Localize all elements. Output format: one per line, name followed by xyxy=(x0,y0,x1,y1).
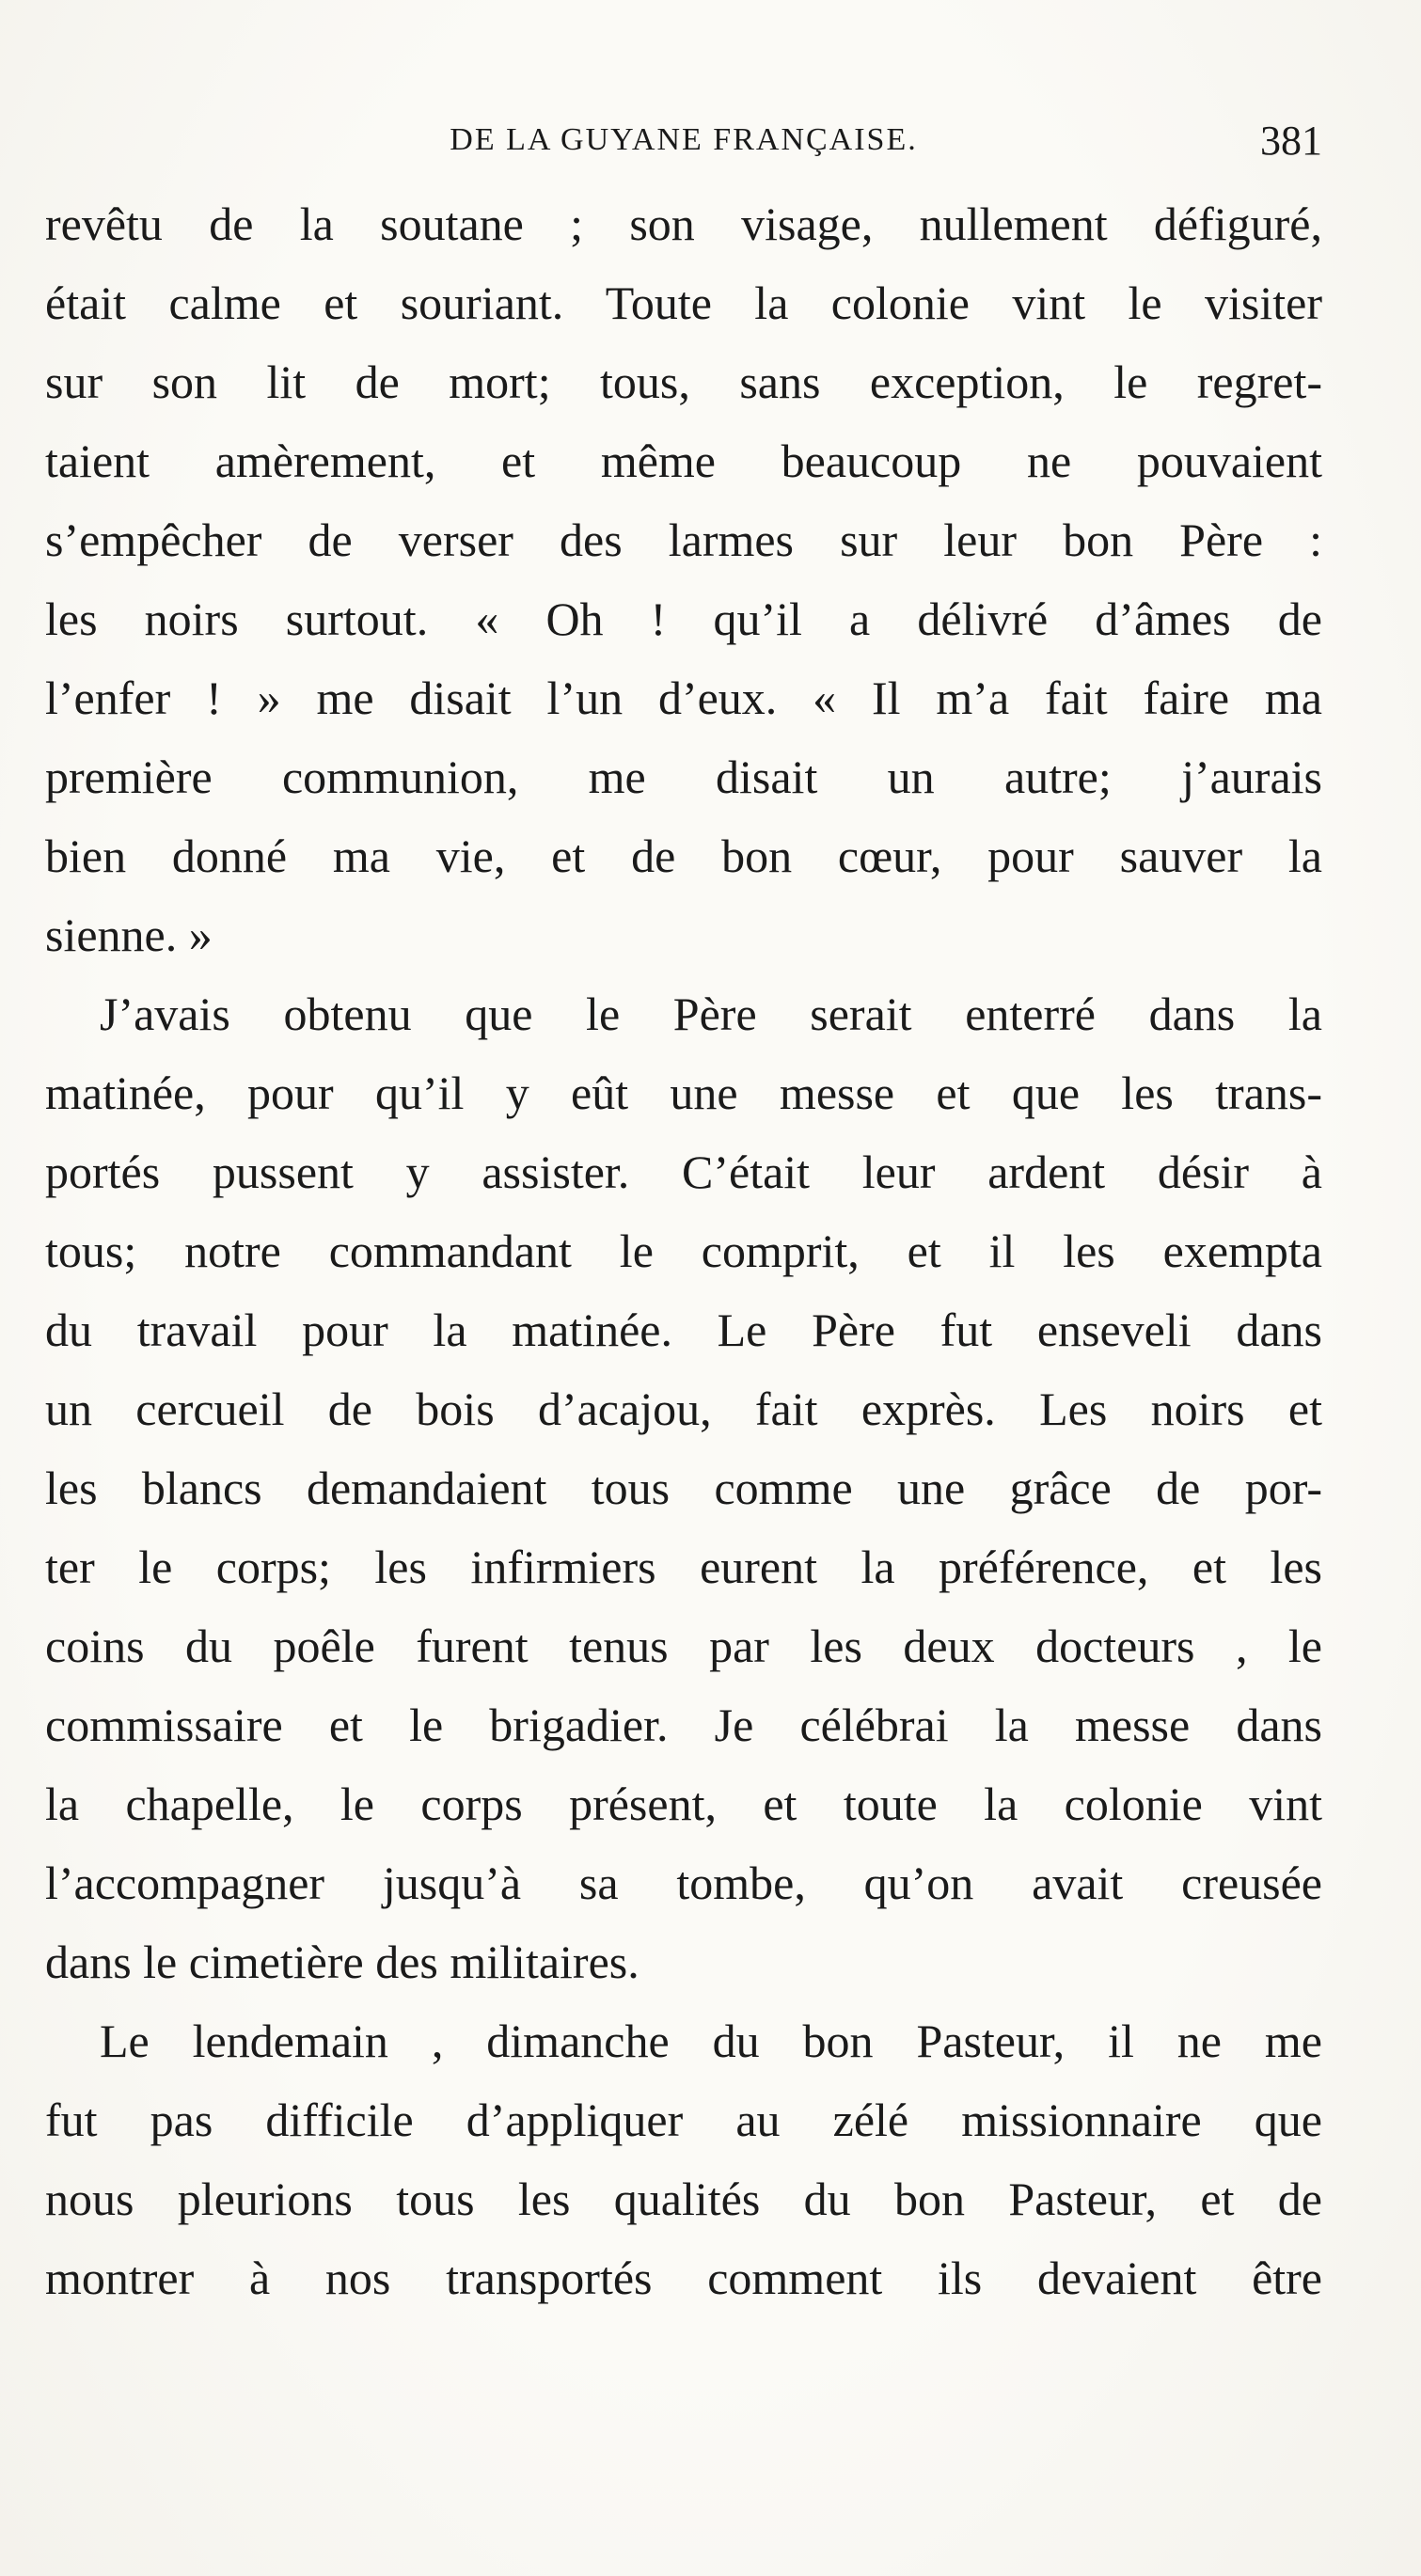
text-line: matinée, pour qu’il y eût une messe et que les trans- xyxy=(45,1067,1322,1119)
text-line: revêtu de la soutane ; son visage, nullement défiguré, xyxy=(45,198,1322,250)
text-line: s’empêcher de verser des larmes sur leur bon Père : xyxy=(45,514,1322,566)
page-header xyxy=(45,117,1322,173)
text-line: les blancs demandaient tous comme une grâce de por- xyxy=(45,1462,1322,1514)
text-line: sur son lit de mort; tous, sans exception, le regret- xyxy=(45,356,1322,408)
body-text xyxy=(45,184,1322,2317)
text-line: tous; notre commandant le comprit, et il les exempta xyxy=(45,1225,1322,1277)
text-line: bien donné ma vie, et de bon cœur, pour sauver la xyxy=(45,830,1322,882)
text-line: dans le cimetière des militaires. xyxy=(45,1936,639,1988)
text-line: montrer à nos transportés comment ils devaient être xyxy=(45,2252,1322,2304)
text-line: les noirs surtout. « Oh ! qu’il a délivré d’âmes de xyxy=(45,593,1322,645)
text-line: fut pas difficile d’appliquer au zélé missionnaire que xyxy=(45,2094,1322,2146)
text-line: du travail pour la matinée. Le Père fut enseveli dans xyxy=(45,1304,1322,1356)
text-line: ter le corps; les infirmiers eurent la préférence, et les xyxy=(45,1541,1322,1593)
page-number: 381 xyxy=(1260,118,1322,164)
text-line: était calme et souriant. Toute la colonie vint le visiter xyxy=(45,277,1322,329)
paragraph-start-line: Le lendemain , dimanche du bon Pasteur, il ne me xyxy=(100,2015,1322,2067)
text-line: commissaire et le brigadier. Je célébrai la messe dans xyxy=(45,1699,1322,1751)
text-line: un cercueil de bois d’acajou, fait exprès. Les noirs et xyxy=(45,1383,1322,1435)
text-line: taient amèrement, et même beaucoup ne pouvaient xyxy=(45,435,1322,487)
text-line: première communion, me disait un autre; j’aurais xyxy=(45,751,1322,803)
text-line: la chapelle, le corps présent, et toute la colonie vint xyxy=(45,1778,1322,1830)
paragraph-start-line: J’avais obtenu que le Père serait enterré dans la xyxy=(100,988,1322,1040)
text-line: coins du poêle furent tenus par les deux docteurs , le xyxy=(45,1620,1322,1672)
text-line: l’accompagner jusqu’à sa tombe, qu’on avait creusée xyxy=(45,1857,1322,1909)
text-line: nous pleurions tous les qualités du bon Pasteur, et de xyxy=(45,2173,1322,2225)
text-line: sienne. » xyxy=(45,909,213,961)
running-head: DE LA GUYANE FRANÇAISE. xyxy=(450,122,918,157)
text-line: l’enfer ! » me disait l’un d’eux. « Il m’a fait faire ma xyxy=(45,672,1322,724)
text-line: portés pussent y assister. C’était leur ardent désir à xyxy=(45,1146,1322,1198)
